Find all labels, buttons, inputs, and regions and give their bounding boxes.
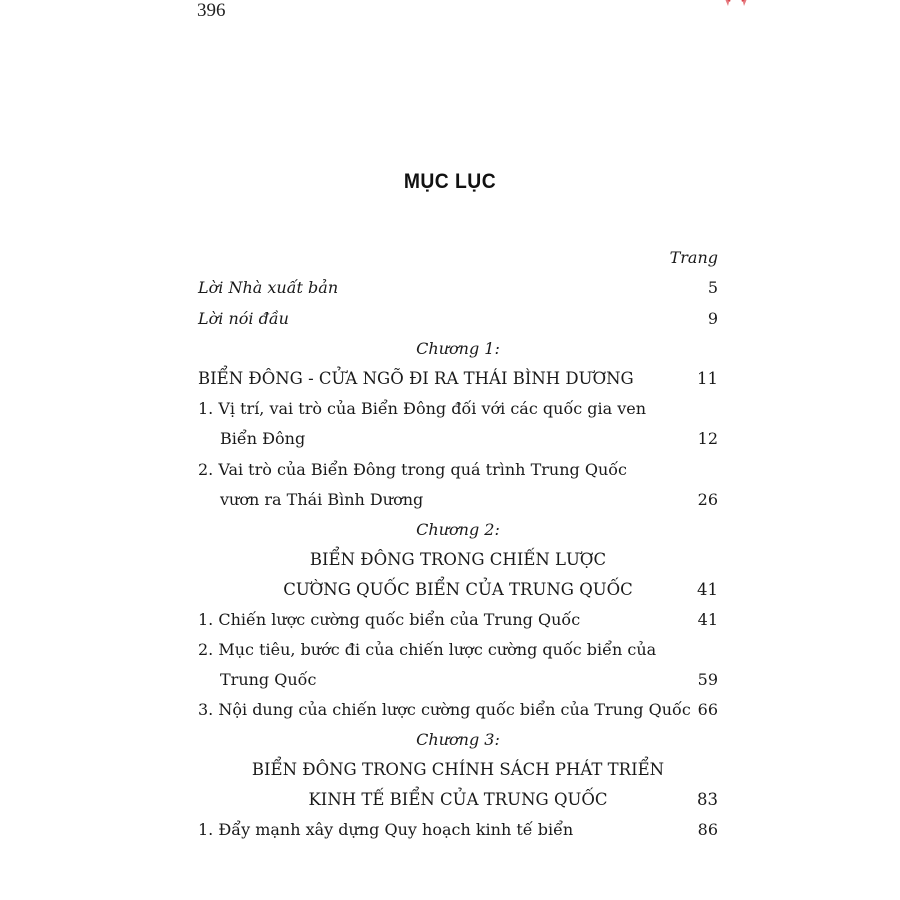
chapter-label-text: Chương 1: xyxy=(416,339,500,358)
toc-entry-page: 86 xyxy=(697,820,718,839)
toc-entry[interactable] xyxy=(198,815,718,845)
chapter-label xyxy=(198,334,718,364)
toc-entry[interactable] xyxy=(198,394,718,424)
toc-entry[interactable] xyxy=(198,485,718,515)
toc-entry-page: 66 xyxy=(697,700,718,719)
chapter-label-text: Chương 3: xyxy=(416,730,500,749)
toc-entry-text: 3. Nội dung của chiến lược cường quốc biển của Trung Quốc xyxy=(198,700,691,719)
toc-title: MỤC LỤC xyxy=(403,170,497,193)
toc-entry-page: 5 xyxy=(707,278,718,297)
chapter-title-text: BIỂN ĐÔNG - CỬA NGÕ ĐI RA THÁI BÌNH DƯƠNG xyxy=(198,369,634,388)
toc-entry-text: 1. Chiến lược cường quốc biển của Trung Quốc xyxy=(198,610,581,629)
toc-entry-page: 41 xyxy=(697,610,718,629)
chapter-label xyxy=(198,725,718,755)
toc-entry-page: 26 xyxy=(697,490,718,509)
chapter-title[interactable] xyxy=(198,575,718,605)
toc-entry[interactable] xyxy=(198,273,718,303)
toc-entry-page: 12 xyxy=(697,429,718,448)
toc-entry[interactable] xyxy=(198,304,718,334)
page-column-label: Trang xyxy=(669,248,718,267)
chapter-title[interactable] xyxy=(198,545,718,575)
toc-entry-text: Biển Đông xyxy=(220,429,306,448)
page-number: 396 xyxy=(197,0,226,21)
toc-entry[interactable] xyxy=(198,455,718,485)
toc-entry[interactable] xyxy=(198,665,718,695)
chapter-title[interactable] xyxy=(198,755,718,785)
chapter-label xyxy=(198,515,718,545)
toc-entry-page: 59 xyxy=(697,670,718,689)
chapter-label-text: Chương 2: xyxy=(416,520,500,539)
toc-entry-text: 2. Vai trò của Biển Đông trong quá trình Trung Quốc xyxy=(198,460,627,479)
toc-entry[interactable] xyxy=(198,424,718,454)
toc-entry-page: 9 xyxy=(707,309,718,328)
toc-entry-text: Lời nói đầu xyxy=(198,309,289,328)
toc-entry[interactable] xyxy=(198,695,718,725)
toc-entry-text: 2. Mục tiêu, bước đi của chiến lược cường quốc biển của xyxy=(198,640,657,659)
toc-entry-page: 41 xyxy=(697,580,718,599)
chapter-title-text: CƯỜNG QUỐC BIỂN CỦA TRUNG QUỐC xyxy=(283,580,633,599)
toc-entry-page: 11 xyxy=(697,369,718,388)
chapter-title[interactable] xyxy=(198,364,718,394)
toc-entry[interactable] xyxy=(198,605,718,635)
red-floral-ornament-icon xyxy=(718,0,754,8)
toc-entry[interactable] xyxy=(198,635,718,665)
chapter-title-text: BIỂN ĐÔNG TRONG CHIẾN LƯỢC xyxy=(309,550,607,569)
chapter-title-text: KINH TẾ BIỂN CỦA TRUNG QUỐC xyxy=(308,790,608,809)
chapter-title-text: BIỂN ĐÔNG TRONG CHÍNH SÁCH PHÁT TRIỂN xyxy=(251,760,665,779)
chapter-title[interactable] xyxy=(198,785,718,815)
toc-entry-text: Lời Nhà xuất bản xyxy=(198,278,339,297)
toc-entry-page: 83 xyxy=(697,790,718,809)
toc-entry-text: 1. Đẩy mạnh xây dựng Quy hoạch kinh tế biển xyxy=(198,820,574,839)
page-column-header xyxy=(198,243,718,273)
toc-entry-text: Trung Quốc xyxy=(220,670,317,689)
toc-entry-text: 1. Vị trí, vai trò của Biển Đông đối với các quốc gia ven xyxy=(198,399,647,418)
toc-entry-text: vươn ra Thái Bình Dương xyxy=(220,490,424,509)
